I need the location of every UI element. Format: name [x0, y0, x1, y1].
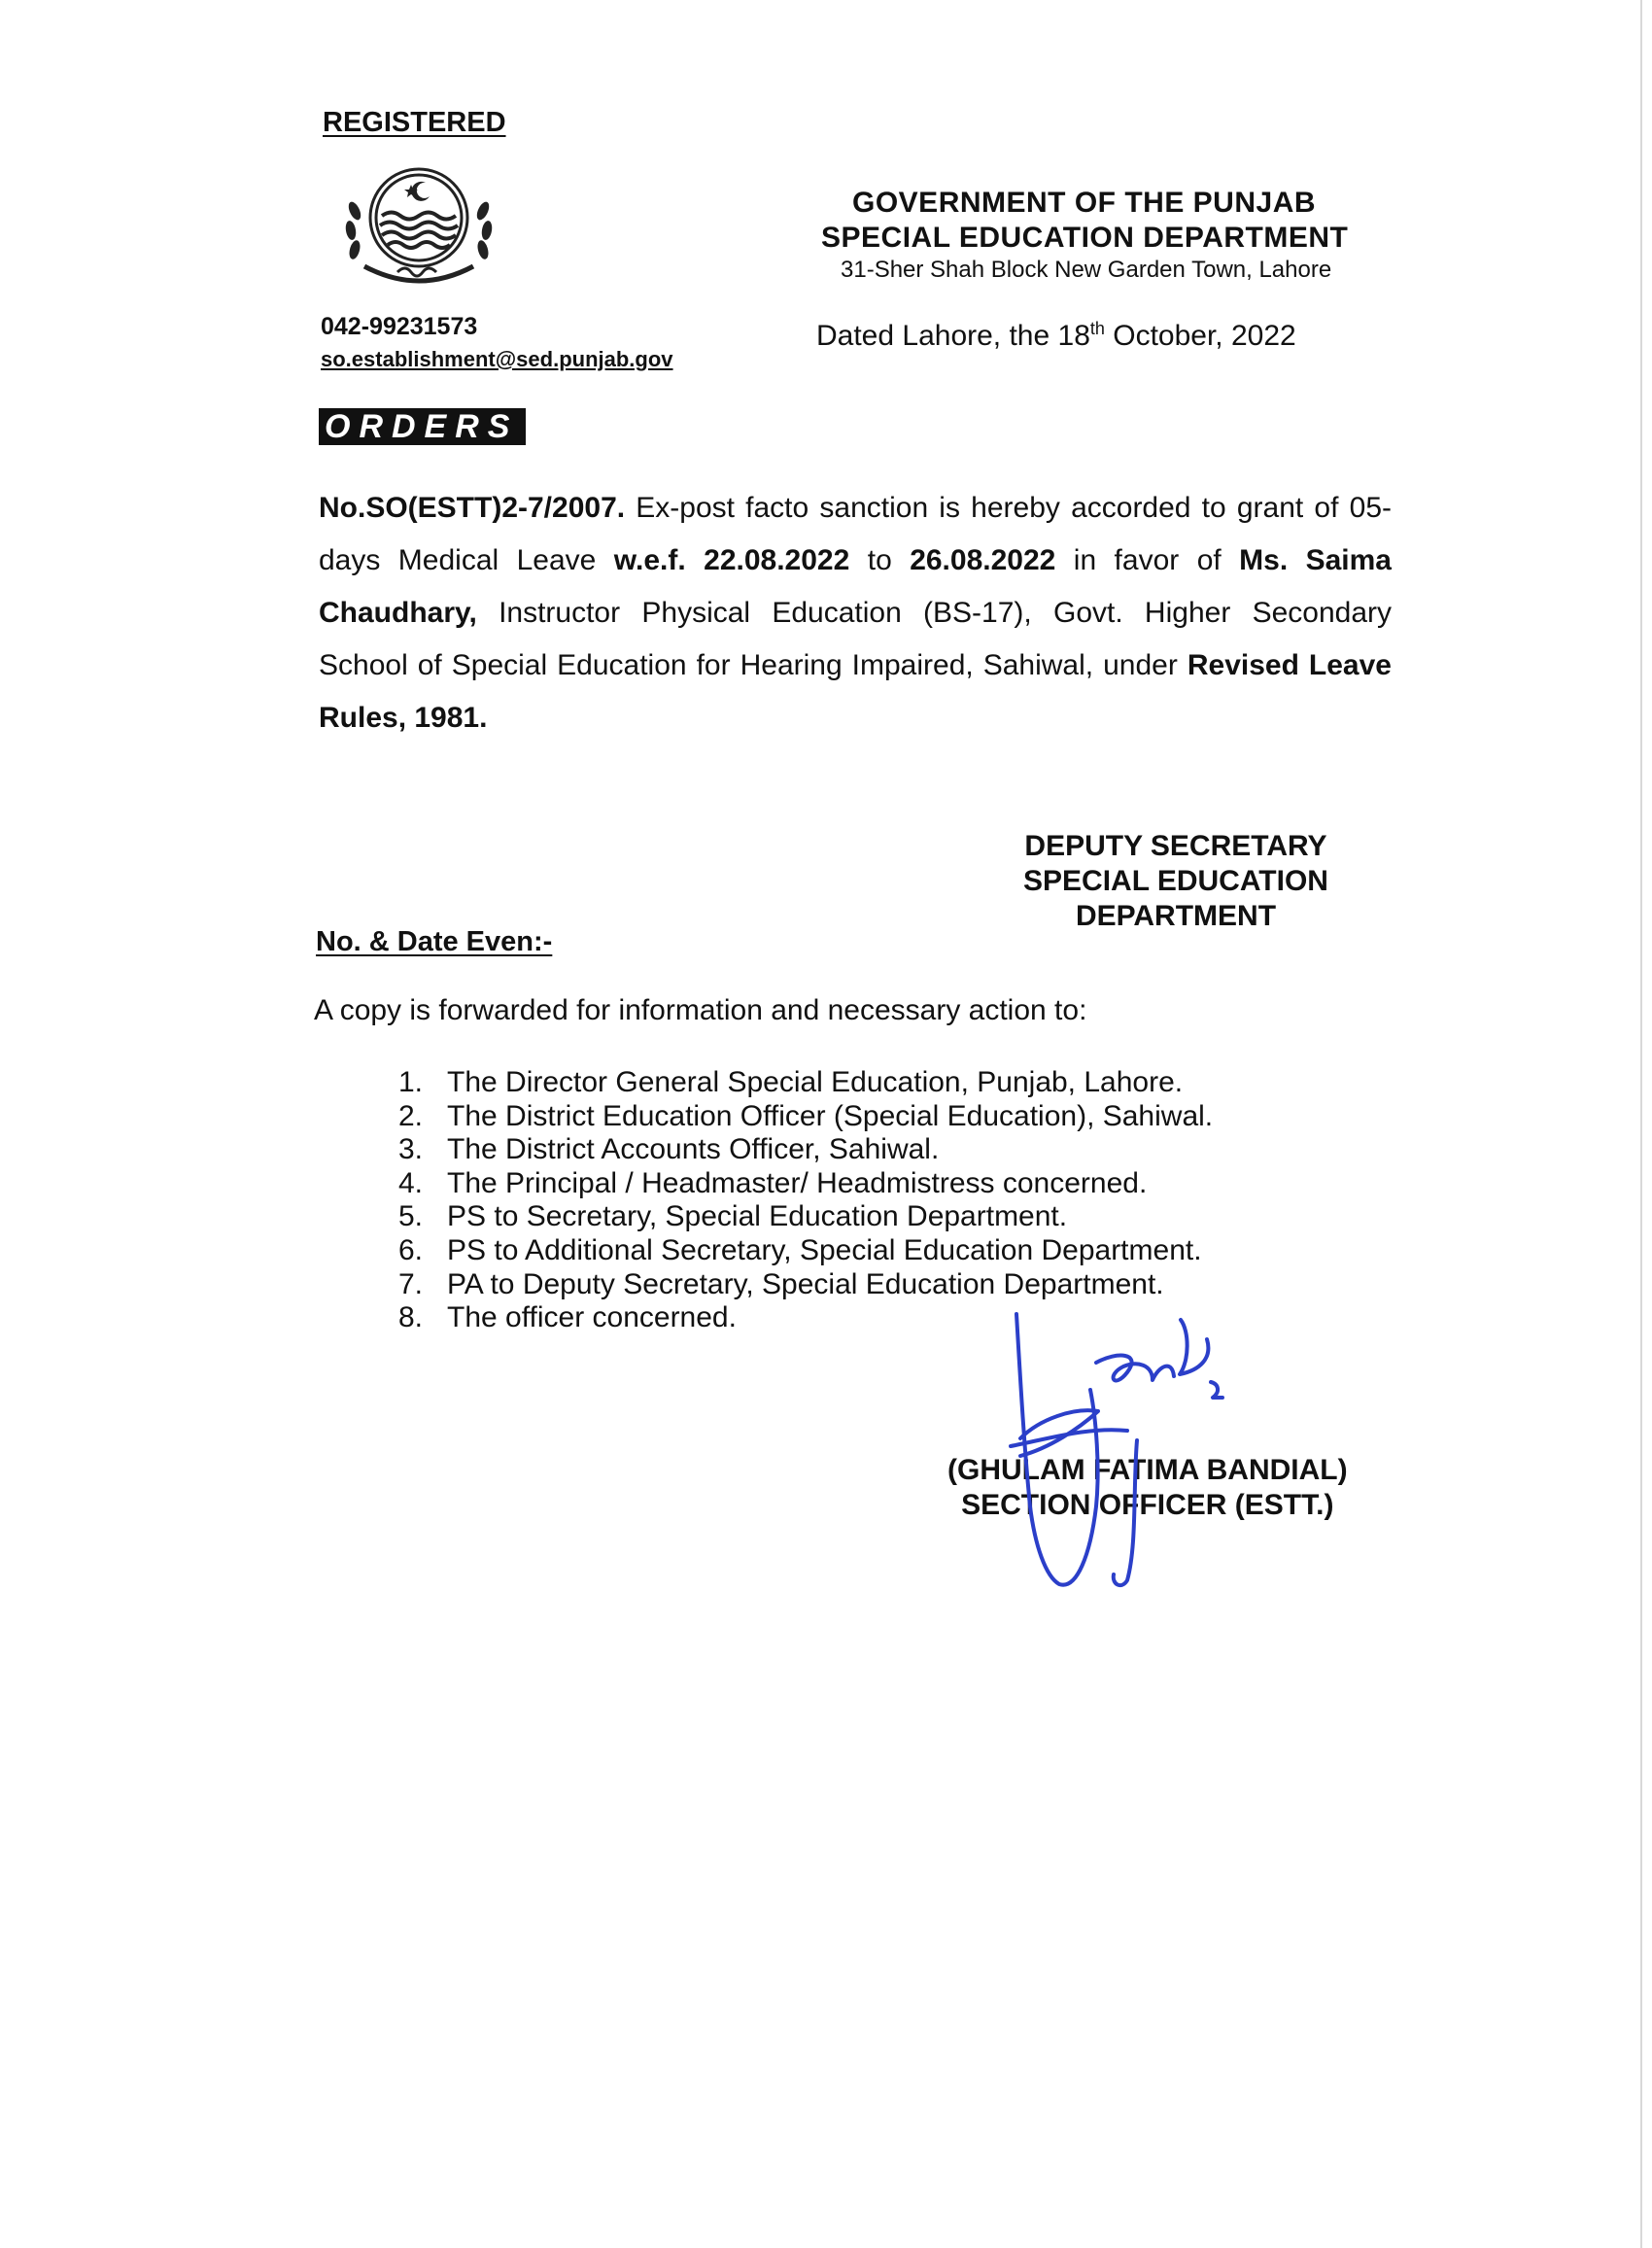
item-number: 8.	[398, 1301, 424, 1334]
department-title: SPECIAL EDUCATION DEPARTMENT	[821, 222, 1349, 254]
item-text: The officer concerned.	[447, 1301, 737, 1334]
body-text-3: to	[849, 544, 911, 576]
body-text-2	[686, 544, 704, 576]
item-number: 7.	[398, 1267, 424, 1300]
leave-start-date: 22.08.2022	[704, 544, 850, 576]
dated-line	[816, 319, 1296, 353]
dated-suffix: October, 2022	[1104, 320, 1296, 352]
item-text: PA to Deputy Secretary, Special Education Department.	[447, 1267, 1164, 1300]
wef-label: w.e.f.	[613, 544, 686, 576]
deputy-line-1: DEPUTY SECRETARY	[1024, 830, 1327, 862]
recipients-list	[398, 1066, 1213, 1335]
body-text-1: Ex-post facto sanction is hereby accorded to grant of 05-days Medical Leave	[319, 492, 1392, 576]
item-text: The Director General Special Education, Punjab, Lahore.	[447, 1066, 1184, 1098]
item-text: The Principal / Headmaster/ Headmistress concerned.	[447, 1166, 1148, 1199]
leave-rules: Revised Leave Rules, 1981.	[319, 649, 1392, 734]
employee-name: Ms. Saima Chaudhary,	[319, 544, 1392, 629]
item-text: PS to Secretary, Special Education Department.	[447, 1200, 1068, 1233]
department-address: 31-Sher Shah Block New Garden Town, Lahore	[841, 257, 1332, 283]
leave-end-date: 26.08.2022	[910, 544, 1056, 576]
email-address: so.establishment@sed.punjab.gov	[321, 347, 673, 371]
item-number: 4.	[398, 1166, 424, 1199]
deputy-line-2: SPECIAL EDUCATION	[1023, 865, 1328, 897]
list-item	[398, 1268, 1213, 1302]
list-item	[398, 1234, 1213, 1268]
body-text-4: in favor of	[1055, 544, 1240, 576]
order-body	[319, 482, 1392, 744]
phone-number: 042-99231573	[321, 313, 478, 340]
list-item	[398, 1066, 1213, 1100]
dated-prefix: Dated Lahore, the 18	[816, 320, 1090, 352]
list-item	[398, 1200, 1213, 1234]
dated-ordinal: th	[1089, 319, 1105, 338]
department-header	[821, 187, 1404, 284]
orders-heading: ORDERS	[319, 408, 526, 445]
item-text: The District Education Officer (Special Education), Sahiwal.	[447, 1099, 1214, 1132]
list-item	[398, 1100, 1213, 1134]
list-item	[398, 1167, 1213, 1201]
handwritten-signature-icon	[981, 1302, 1244, 1594]
copy-forwarded-text: A copy is forwarded for information and necessary action to:	[314, 994, 1087, 1026]
item-number: 5.	[398, 1200, 424, 1233]
officer-name: (GHULAM FATIMA BANDIAL)	[947, 1454, 1348, 1486]
deputy-secretary-block	[981, 829, 1370, 934]
punjab-emblem-icon	[335, 157, 502, 301]
item-text: PS to Additional Secretary, Special Education Department.	[447, 1233, 1202, 1266]
date-even-heading: No. & Date Even:-	[316, 926, 553, 957]
list-item	[398, 1133, 1213, 1167]
item-number: 1.	[398, 1066, 424, 1098]
registered-label: REGISTERED	[323, 107, 506, 138]
body-text-5: Instructor Physical Education (BS-17), Govt. Higher Secondary School of Special Education for Hearing Impaired, Sahiwal, under	[319, 597, 1392, 681]
item-text: The District Accounts Officer, Sahiwal.	[447, 1133, 940, 1166]
item-number: 2.	[398, 1099, 424, 1132]
reference-number: No.SO(ESTT)2-7/2007.	[319, 492, 626, 524]
item-number: 6.	[398, 1233, 424, 1266]
gov-title: GOVERNMENT OF THE PUNJAB	[852, 187, 1317, 219]
item-number: 3.	[398, 1133, 424, 1166]
deputy-line-3: DEPARTMENT	[1075, 900, 1277, 932]
officer-title: SECTION OFFICER (ESTT.)	[961, 1489, 1334, 1521]
